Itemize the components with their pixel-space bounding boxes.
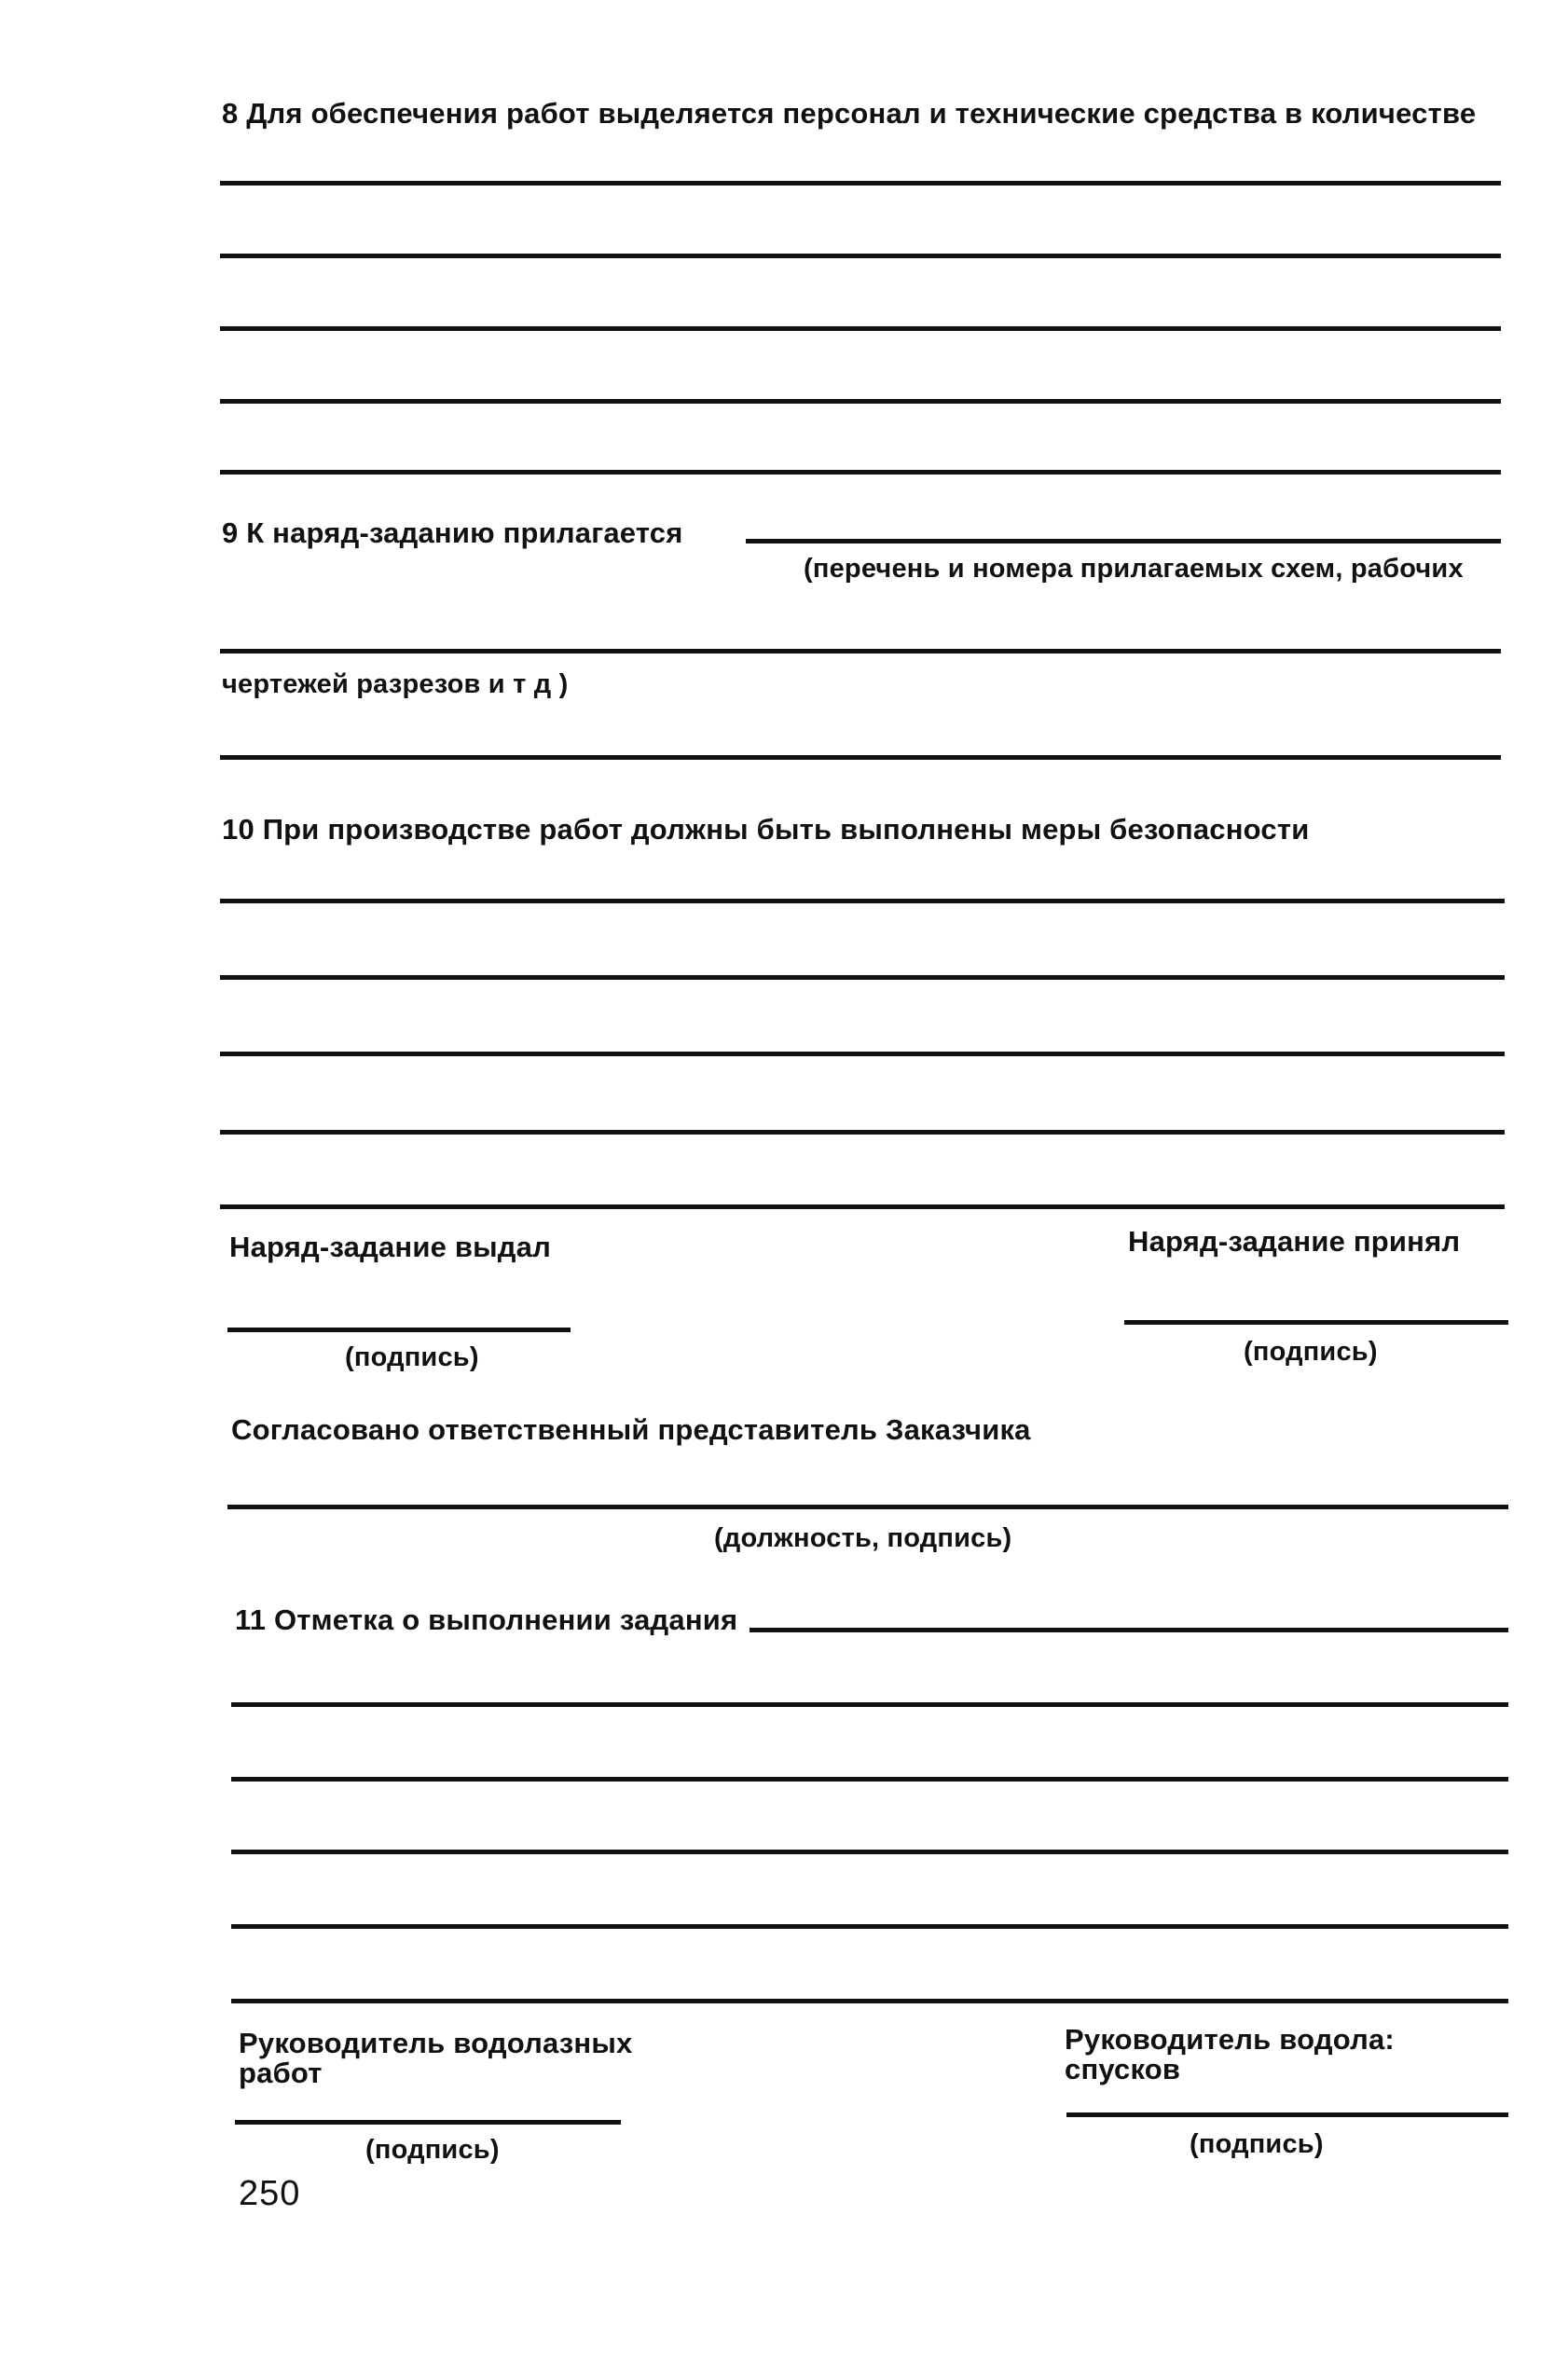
dive-descents-head-label-2: спусков <box>1065 2053 1181 2085</box>
section-11-fill-line-2[interactable] <box>231 1702 1508 1707</box>
dive-works-head-label-2: работ <box>239 2057 323 2089</box>
section-10-fill-line-2[interactable] <box>220 975 1505 980</box>
approval-fill-line[interactable] <box>227 1505 1508 1509</box>
section-11-fill-line-5[interactable] <box>231 1924 1508 1929</box>
section-10-fill-line-5[interactable] <box>220 1204 1505 1209</box>
section-9-fill-line-3[interactable] <box>220 755 1501 760</box>
dive-descents-signature-caption: (подпись) <box>1190 2129 1324 2159</box>
section-9-caption-2: чертежей разрезов и т д ) <box>222 669 569 699</box>
accepted-by-label: Наряд-задание принял <box>1128 1225 1461 1258</box>
section-9-text: 9 К наряд-заданию прилагается <box>222 516 683 549</box>
dive-works-head-label-1: Руководитель водолазных <box>239 2027 633 2059</box>
section-8-fill-line-1[interactable] <box>220 181 1501 186</box>
section-10-fill-line-1[interactable] <box>220 899 1505 903</box>
section-11-text: 11 Отметка о выполнении задания <box>235 1603 738 1636</box>
issued-by-label: Наряд-задание выдал <box>229 1231 551 1263</box>
section-11-fill-line-6[interactable] <box>231 1999 1508 2003</box>
dive-works-signature-caption: (подпись) <box>365 2135 500 2165</box>
section-8-text: 8 Для обеспечения работ выделяется персонал и технические средства в количестве <box>222 97 1477 130</box>
section-11-fill-line-1[interactable] <box>750 1628 1508 1632</box>
dive-descents-signature-line[interactable] <box>1066 2112 1508 2117</box>
page-number: 250 <box>239 2174 301 2213</box>
section-8-fill-line-5[interactable] <box>220 470 1501 475</box>
section-8-fill-line-4[interactable] <box>220 399 1501 404</box>
accepted-signature-line[interactable] <box>1124 1320 1508 1325</box>
accepted-signature-caption: (подпись) <box>1244 1337 1378 1367</box>
section-8-fill-line-3[interactable] <box>220 326 1501 331</box>
dive-works-signature-line[interactable] <box>235 2120 621 2125</box>
section-11-fill-line-4[interactable] <box>231 1850 1508 1854</box>
section-10-fill-line-3[interactable] <box>220 1052 1505 1056</box>
section-8-fill-line-2[interactable] <box>220 254 1501 258</box>
issued-signature-caption: (подпись) <box>345 1342 479 1372</box>
dive-descents-head-label-1: Руководитель водола: <box>1065 2023 1395 2056</box>
section-9-fill-line-1[interactable] <box>746 539 1501 544</box>
issued-signature-line[interactable] <box>227 1328 571 1332</box>
approval-text: Согласовано ответственный представитель Заказчика <box>231 1413 1031 1446</box>
section-11-fill-line-3[interactable] <box>231 1777 1508 1782</box>
section-9-fill-line-2[interactable] <box>220 649 1501 654</box>
section-10-text: 10 При производстве работ должны быть выполнены меры безопасности <box>222 813 1310 846</box>
section-10-fill-line-4[interactable] <box>220 1130 1505 1135</box>
section-9-caption-1: (перечень и номера прилагаемых схем, рабочих <box>804 554 1464 584</box>
approval-caption: (должность, подпись) <box>714 1523 1012 1553</box>
